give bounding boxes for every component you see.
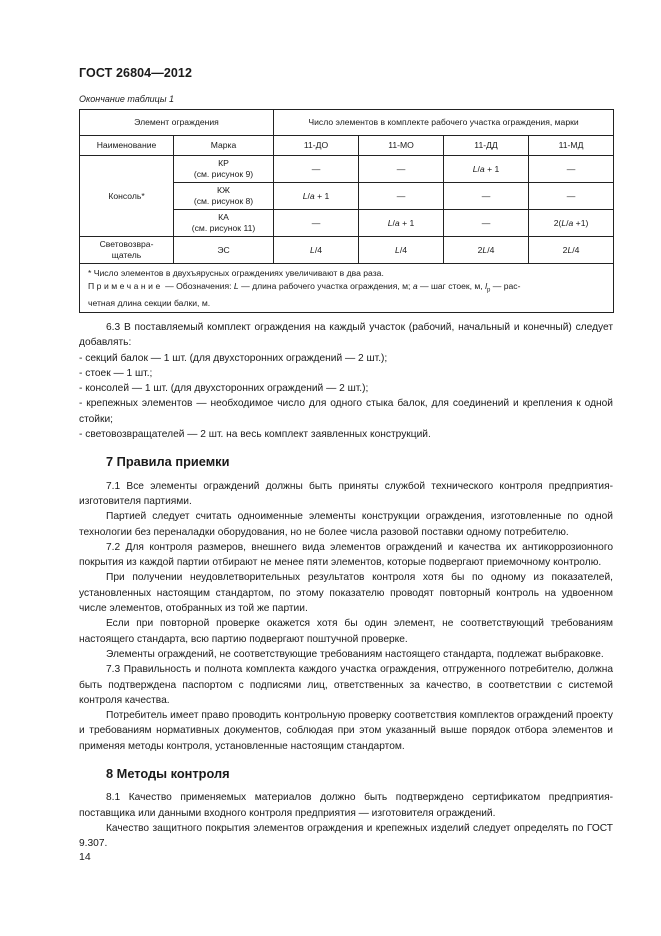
table-note: Примечание — Обозначения: L — длина рабочего участка ограждения, м; a — шаг стоек, м, $l_р$ — рас- четная длина секции балки, м. — [88, 280, 521, 308]
col-header-11mo: 11-МО — [359, 136, 444, 156]
list-item: - световозвращателей — 2 шт. на весь комплект заявленных конструкций. — [79, 429, 431, 441]
group-header-element: Элемент ограждения — [80, 110, 274, 136]
paragraph: 7.2 Для контроля размеров, внешнего вида элементов ограждений и качества их антикоррозионного покрытия из каждой партии отбирают не менее пяти элементов, которые подвергают приемочному контролю. — [79, 541, 613, 569]
value-cell: 2L/4 — [444, 237, 529, 264]
value-cell: — — [529, 183, 614, 210]
page-number: 14 — [79, 851, 91, 863]
body-text — [79, 320, 613, 852]
paragraph: 7.1 Все элементы ограждений должны быть приняты службой технического контроля предприятия-изготовителя партиями. — [79, 480, 613, 507]
list-item: - консолей — 1 шт. (для двухсторонних ограждений — 2 шт.); — [79, 383, 369, 395]
table-footnote: * Число элементов в двухъярусных ограждениях увеличивают в два раза. — [88, 268, 384, 278]
row-name-console: Консоль* — [80, 156, 174, 237]
value-cell: — — [274, 156, 359, 183]
value-cell: 2L/4 — [529, 237, 614, 264]
value-cell: — — [444, 210, 529, 237]
value-cell: 2(L/a +1) — [529, 210, 614, 237]
paragraph: 7.3 Правильность и полнота комплекта каждого участка ограждения, отгруженного потребителю, должна быть подтверждена паспортом с подписями лиц, ответственных за качество, в соответствии с системой контроля качества. — [79, 664, 613, 706]
value-cell: — — [444, 183, 529, 210]
paragraph: Потребитель имеет право проводить контрольную проверку соответствия комплектов ограждений проекту и требованиям нормативных документов, соблюдая при этом указанный выше порядок отбора элементов и применяя методы контроля, установленные настоящим стандартом. — [79, 710, 613, 752]
section-7-title: 7 Правила приемки — [106, 454, 230, 470]
mark-cell: КА (см. рисунок 11) — [174, 210, 274, 237]
document-header: ГОСТ 26804—2012 — [79, 66, 193, 80]
value-cell: — — [274, 210, 359, 237]
value-cell: L/a + 1 — [359, 210, 444, 237]
row-name-reflector: Световозвра- щатель — [80, 237, 174, 264]
table-notes — [80, 264, 614, 313]
value-cell: L/4 — [274, 237, 359, 264]
list-item: - секций балок — 1 шт. (для двухсторонних ограждений — 2 шт.); — [79, 352, 388, 364]
value-cell: L/a + 1 — [444, 156, 529, 183]
section-8-title: 8 Методы контроля — [106, 766, 230, 782]
paragraph: Элементы ограждений, не соответствующие требованиям настоящего стандарта, подлежат выбраковке. — [106, 648, 604, 660]
value-cell: L/4 — [359, 237, 444, 264]
value-cell: — — [529, 156, 614, 183]
mark-cell: КР (см. рисунок 9) — [174, 156, 274, 183]
col-header-11dd: 11-ДД — [444, 136, 529, 156]
paragraph-6-3: 6.3 В поставляемый комплект ограждения на каждый участок (рабочий, начальный и конечный) следует добавлять: — [79, 322, 613, 349]
paragraph: Партией следует считать одноименные элементы конструкции ограждения, изготовленные по одной технологии без переналадки оборудования, но не более числа разовой поставки одному потребителю. — [79, 511, 613, 538]
value-cell: — — [359, 156, 444, 183]
col-header-11md: 11-МД — [529, 136, 614, 156]
elements-table — [79, 109, 614, 313]
paragraph: 8.1 Качество применяемых материалов должно быть подтверждено сертификатом предприятия-поставщика или данными входного контроля предприятия — изготовителя ограждений. — [79, 792, 613, 819]
value-cell: L/a + 1 — [274, 183, 359, 210]
mark-cell: ЭС — [174, 237, 274, 264]
table-row — [80, 156, 614, 183]
paragraph: Качество защитного покрытия элементов ограждения и крепежных изделий следует определять по ГОСТ 9.307. — [79, 822, 613, 850]
col-header-11do: 11-ДО — [274, 136, 359, 156]
table-caption: Окончание таблицы 1 — [79, 94, 174, 104]
table-row — [80, 237, 614, 264]
list-item: - стоек — 1 шт.; — [79, 367, 153, 379]
list-item: - крепежных элементов — необходимое число для одного стыка балок, для соединений и крепления к одной стойки; — [79, 398, 613, 425]
col-header-name: Наименование — [80, 136, 174, 156]
paragraph: При получении неудовлетворительных результатов контроля хотя бы по одному из показателей, установленных настоящим стандартом, по этому показателю проводят повторный контроль на удвоенном числе элементов, отобранных из той же партии. — [79, 572, 613, 615]
col-header-mark: Марка — [174, 136, 274, 156]
paragraph: Если при повторной проверке окажется хотя бы один элемент, не соответствующий требованиям настоящего стандарта, всю партию подвергают поштучной проверке. — [79, 618, 613, 645]
group-header-count: Число элементов в комплекте рабочего участка ограждения, марки — [274, 110, 614, 136]
mark-cell: КЖ (см. рисунок 8) — [174, 183, 274, 210]
value-cell: — — [359, 183, 444, 210]
